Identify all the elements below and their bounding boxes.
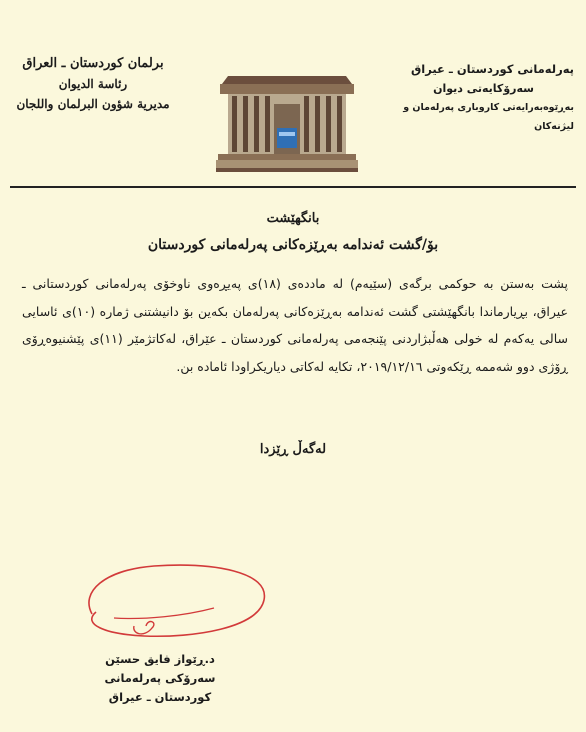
header-arabic-line3: مديرية شؤون البرلمان واللجان bbox=[16, 97, 170, 111]
header-arabic-line2: رئاسة الديوان bbox=[58, 77, 128, 91]
handwritten-signature bbox=[74, 556, 274, 652]
header-divider bbox=[10, 186, 576, 188]
letter-title: بانگهێشت bbox=[266, 211, 320, 226]
closing-regards: لەگەڵ ڕێزدا bbox=[259, 442, 327, 457]
signatory-name: د.ڕێواز فایق حسێن bbox=[105, 652, 215, 666]
header-kurdish-line1: پەرلەمانی کوردستان ـ عیراق bbox=[410, 62, 574, 76]
letter-subject: بۆ/گشت ئەندامە بەڕێزەكانی پەرلەمانی کوردستان bbox=[147, 237, 439, 253]
header-arabic bbox=[8, 54, 178, 114]
header-kurdish-line3: بەڕێوەبەرایەتی کاروباری پەرلەمان و لیژنەکان bbox=[403, 102, 574, 132]
header-arabic-line1: برلمان كوردستان ـ العراق bbox=[22, 56, 164, 71]
letter-body bbox=[22, 270, 568, 380]
signatory-region: کوردستان ـ عیراق bbox=[108, 690, 212, 704]
header-kurdish-line2: سەرۆکایەتی دیوان bbox=[433, 82, 534, 95]
signature-block bbox=[60, 650, 260, 707]
header-kurdish bbox=[374, 60, 574, 136]
body-paragraph: پشت بەستن بە حوکمی برگەی (سێیەم) لە ماددەی (١٨)ی پەیڕەوی ناوخۆی پەرلەمانی کوردستانی ـ عیراق، بڕیارماندا بانگهێشتی گشت ئەندامە بەڕێزەکانی پەرلەمان بکەین بۆ دانیشتنی ژمارە (١٠)ی ئاسایی سالی یەکەم لە خولی هەڵبژاردنی پێنجەمی پەرلەمانی کوردستان ـ عێراق، لەکاتژمێر (١١)ی پێشنیوەڕۆی ڕۆژی دوو شەممە ڕێکەوتی ٢٠١٩/١٢/١٦، تکایە لەکاتی دیاریکراودا ئامادە بن. bbox=[22, 276, 569, 374]
signatory-title: سەرۆکی پەرلەمانی bbox=[104, 671, 216, 685]
parliament-building-logo bbox=[216, 74, 358, 172]
